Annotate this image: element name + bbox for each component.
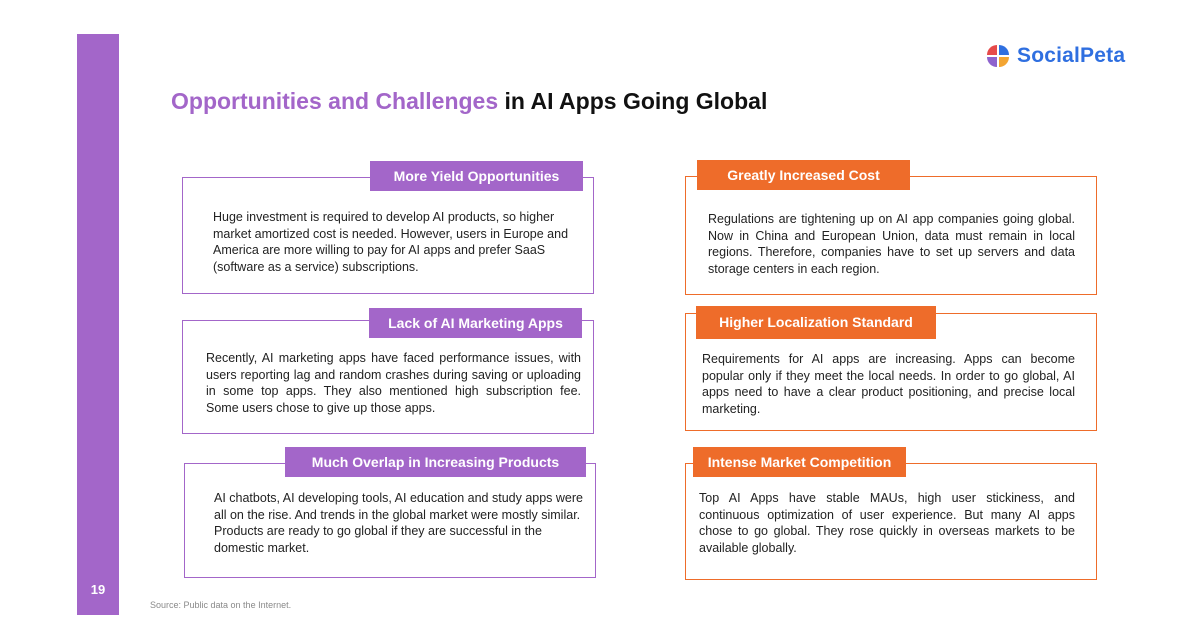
challenge-heading-1: Greatly Increased Cost [697, 160, 910, 190]
flower-logo-icon [985, 43, 1011, 69]
opportunity-card-3 [184, 463, 596, 578]
title-highlight: Opportunities and Challenges [171, 88, 499, 114]
opportunity-heading-3: Much Overlap in Increasing Products [285, 447, 586, 477]
opportunity-body-3: AI chatbots, AI developing tools, AI education and study apps were all on the rise. And trends in the global market were mostly similar. Products are ready to go global if they are successful in the domestic market. [214, 491, 583, 555]
challenge-heading-2: Higher Localization Standard [696, 306, 936, 339]
socialpeta-logo [985, 43, 1125, 69]
challenge-body-2: Requirements for AI apps are increasing. Apps can become popular only if they meet the local needs. In order to go global, AI apps need to have a clear product positioning, and precise local marketing. [702, 352, 1075, 416]
challenge-body-1: Regulations are tightening up on AI app companies going global. Now in China and European Union, data must remain in local regions. Therefore, companies have to set up servers and data storage centers in each region. [708, 212, 1075, 276]
title-rest: in AI Apps Going Global [498, 88, 768, 114]
page-title [171, 88, 767, 115]
opportunity-heading-2: Lack of AI Marketing Apps [369, 308, 582, 338]
page-number: 19 [90, 582, 106, 597]
source-note: Source: Public data on the Internet. [150, 600, 292, 610]
opportunity-card-1 [182, 177, 594, 294]
opportunity-body-1: Huge investment is required to develop AI products, so higher market amortized cost is needed. However, users in Europe and America are more willing to pay for AI apps and prefer SaaS (software as a service) subscriptions. [213, 210, 569, 274]
challenge-card-1 [685, 176, 1097, 295]
brand-name: SocialPeta [1017, 44, 1126, 67]
opportunity-body-2: Recently, AI marketing apps have faced performance issues, with users reporting lag and random crashes during saving or uploading in some top apps. They also mentioned high subscription fee. Some users chose to give up those apps. [206, 351, 581, 415]
side-accent-bar [77, 34, 119, 615]
challenge-card-3 [685, 463, 1097, 580]
challenge-heading-3: Intense Market Competition [693, 447, 906, 477]
opportunity-heading-1: More Yield Opportunities [370, 161, 583, 191]
challenge-body-3: Top AI Apps have stable MAUs, high user stickiness, and continuous optimization of user experience. But many AI apps chose to go global. They rose quickly in overseas markets to be available globally. [699, 491, 1075, 555]
